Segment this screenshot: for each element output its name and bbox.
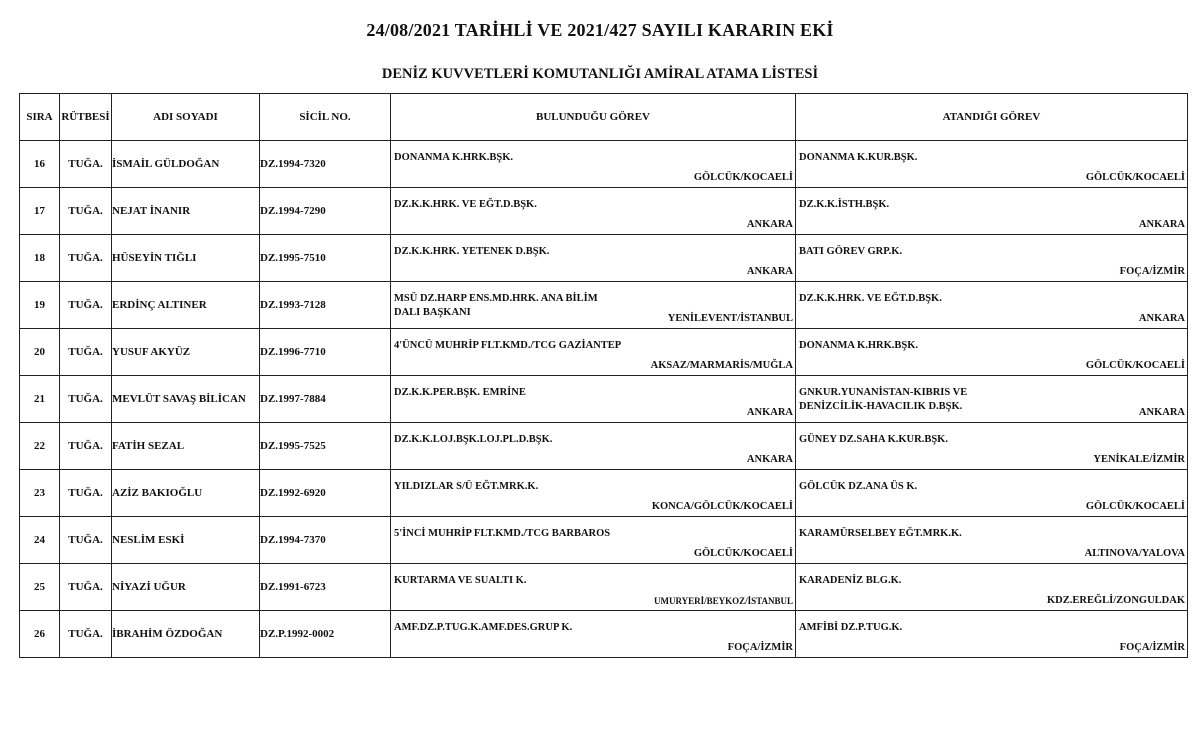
column-header-sira: SIRA <box>20 94 60 141</box>
assigned-duty-line: DENİZCİLİK-HAVACILIK D.BŞK. <box>799 401 963 412</box>
table-row <box>20 282 1188 329</box>
table-row <box>20 376 1188 423</box>
assigned-duty-cell <box>796 423 1188 470</box>
column-header-adi-soyadi: ADI SOYADI <box>112 94 260 141</box>
assigned-duty-location: GÖLCÜK/KOCAELİ <box>1085 172 1185 183</box>
row-rank: TUĞA. <box>60 423 112 470</box>
current-duty-title <box>394 574 526 588</box>
table-row <box>20 611 1188 658</box>
current-duty-location: ANKARA <box>746 454 793 465</box>
current-duty-cell <box>391 376 796 423</box>
assigned-duty-line: AMFİBİ DZ.P.TUG.K. <box>799 622 903 633</box>
assigned-duty-line: GÜNEY DZ.SAHA K.KUR.BŞK. <box>799 434 948 445</box>
row-number: 19 <box>20 282 60 329</box>
assigned-duty-title <box>799 621 902 635</box>
current-duty-title <box>394 292 598 320</box>
row-rank: TUĞA. <box>60 282 112 329</box>
current-duty-title <box>394 151 513 165</box>
row-registry-no: DZ.1994-7320 <box>260 141 391 188</box>
current-duty-line: AMF.DZ.P.TUG.K.AMF.DES.GRUP K. <box>394 622 573 633</box>
current-duty-title <box>394 621 572 635</box>
assigned-duty-location: ANKARA <box>1138 313 1185 324</box>
assigned-duty-line: KARAMÜRSELBEY EĞT.MRK.K. <box>799 528 962 539</box>
assigned-duty-title <box>799 480 917 494</box>
current-duty-location: ANKARA <box>746 407 793 418</box>
assigned-duty-location: ANKARA <box>1138 219 1185 230</box>
row-number: 26 <box>20 611 60 658</box>
assigned-duty-line: DONANMA K.HRK.BŞK. <box>799 340 919 351</box>
current-duty-line: DALI BAŞKANI <box>394 307 471 318</box>
row-number: 22 <box>20 423 60 470</box>
row-registry-no: DZ.1994-7290 <box>260 188 391 235</box>
row-registry-no: DZ.1991-6723 <box>260 564 391 611</box>
current-duty-line: 5'İNCİ MUHRİP FLT.KMD./TCG BARBAROS <box>394 528 611 539</box>
table-row <box>20 188 1188 235</box>
assigned-duty-title <box>799 292 942 306</box>
row-number: 25 <box>20 564 60 611</box>
row-number: 20 <box>20 329 60 376</box>
row-rank: TUĞA. <box>60 470 112 517</box>
current-duty-line: DZ.K.K.HRK. VE EĞT.D.BŞK. <box>394 199 537 210</box>
row-number: 16 <box>20 141 60 188</box>
row-rank: TUĞA. <box>60 188 112 235</box>
row-registry-no: DZ.P.1992-0002 <box>260 611 391 658</box>
table-header-row <box>20 94 1188 141</box>
assigned-duty-cell <box>796 517 1188 564</box>
column-header-sicil-no: SİCİL NO. <box>260 94 391 141</box>
document-title: 24/08/2021 TARİHLİ VE 2021/427 SAYILI KARARIN EKİ <box>366 20 834 40</box>
assigned-duty-line: GÖLCÜK DZ.ANA ÜS K. <box>799 481 918 492</box>
current-duty-cell <box>391 282 796 329</box>
row-full-name: NİYAZİ UĞUR <box>112 564 260 611</box>
row-full-name: FATİH SEZAL <box>112 423 260 470</box>
assigned-duty-title <box>799 386 967 414</box>
assigned-duty-cell <box>796 235 1188 282</box>
current-duty-location: ANKARA <box>746 266 793 277</box>
current-duty-cell <box>391 188 796 235</box>
row-registry-no: DZ.1995-7510 <box>260 235 391 282</box>
current-duty-line: KURTARMA VE SUALTI K. <box>394 575 527 586</box>
table-row <box>20 329 1188 376</box>
row-rank: TUĞA. <box>60 611 112 658</box>
table-row <box>20 517 1188 564</box>
row-full-name: NEJAT İNANIR <box>112 188 260 235</box>
assigned-duty-cell <box>796 470 1188 517</box>
assigned-duty-cell <box>796 188 1188 235</box>
assigned-duty-title <box>799 574 901 588</box>
assignment-table <box>19 93 1188 658</box>
assigned-duty-line: GNKUR.YUNANİSTAN-KIBRIS VE <box>799 387 968 398</box>
row-full-name: İSMAİL GÜLDOĞAN <box>112 141 260 188</box>
current-duty-line: DZ.K.K.LOJ.BŞK.LOJ.PL.D.BŞK. <box>394 434 553 445</box>
document-subtitle: DENİZ KUVVETLERİ KOMUTANLIĞI AMİRAL ATAMA LİSTESİ <box>381 66 819 82</box>
current-duty-location: FOÇA/İZMİR <box>727 642 793 653</box>
row-rank: TUĞA. <box>60 141 112 188</box>
row-number: 23 <box>20 470 60 517</box>
row-registry-no: DZ.1996-7710 <box>260 329 391 376</box>
assigned-duty-cell <box>796 141 1188 188</box>
assigned-duty-title <box>799 245 902 259</box>
assigned-duty-line: BATI GÖREV GRP.K. <box>799 246 903 257</box>
column-header-bulundugu-gorev: BULUNDUĞU GÖREV <box>391 94 796 141</box>
assigned-duty-location: GÖLCÜK/KOCAELİ <box>1085 501 1185 512</box>
row-registry-no: DZ.1994-7370 <box>260 517 391 564</box>
current-duty-cell <box>391 423 796 470</box>
assigned-duty-cell <box>796 376 1188 423</box>
assigned-duty-cell <box>796 611 1188 658</box>
current-duty-cell <box>391 611 796 658</box>
assigned-duty-line: DZ.K.K.İSTH.BŞK. <box>799 199 890 210</box>
table-body <box>20 141 1188 658</box>
row-rank: TUĞA. <box>60 329 112 376</box>
row-full-name: MEVLÜT SAVAŞ BİLİCAN <box>112 376 260 423</box>
current-duty-title <box>394 433 552 447</box>
table-row <box>20 141 1188 188</box>
row-full-name: HÜSEYİN TIĞLI <box>112 235 260 282</box>
assigned-duty-location: ALTINOVA/YALOVA <box>1084 548 1185 559</box>
current-duty-cell <box>391 517 796 564</box>
row-registry-no: DZ.1997-7884 <box>260 376 391 423</box>
assigned-duty-location: GÖLCÜK/KOCAELİ <box>1085 360 1185 371</box>
assigned-duty-title <box>799 151 917 165</box>
row-full-name: İBRAHİM ÖZDOĞAN <box>112 611 260 658</box>
current-duty-cell <box>391 470 796 517</box>
table-row <box>20 423 1188 470</box>
current-duty-cell <box>391 329 796 376</box>
assigned-duty-title <box>799 527 962 541</box>
assigned-duty-cell <box>796 564 1188 611</box>
row-number: 24 <box>20 517 60 564</box>
row-registry-no: DZ.1995-7525 <box>260 423 391 470</box>
row-full-name: ERDİNÇ ALTINER <box>112 282 260 329</box>
row-rank: TUĞA. <box>60 235 112 282</box>
current-duty-title <box>394 527 610 541</box>
row-rank: TUĞA. <box>60 564 112 611</box>
row-full-name: AZİZ BAKIOĞLU <box>112 470 260 517</box>
row-number: 17 <box>20 188 60 235</box>
current-duty-line: DONANMA K.HRK.BŞK. <box>394 152 514 163</box>
current-duty-location: KONCA/GÖLCÜK/KOCAELİ <box>651 501 793 512</box>
row-registry-no: DZ.1992-6920 <box>260 470 391 517</box>
current-duty-location: AKSAZ/MARMARİS/MUĞLA <box>650 360 793 371</box>
current-duty-title <box>394 198 537 212</box>
current-duty-cell <box>391 564 796 611</box>
current-duty-title <box>394 339 621 353</box>
row-number: 21 <box>20 376 60 423</box>
row-rank: TUĞA. <box>60 376 112 423</box>
current-duty-location: ANKARA <box>746 219 793 230</box>
current-duty-cell <box>391 141 796 188</box>
assigned-duty-line: KARADENİZ BLG.K. <box>799 575 902 586</box>
column-header-atandigi-gorev: ATANDIĞI GÖREV <box>796 94 1188 141</box>
current-duty-line: DZ.K.K.PER.BŞK. EMRİNE <box>394 387 526 398</box>
current-duty-location: GÖLCÜK/KOCAELİ <box>693 172 793 183</box>
assigned-duty-location: ANKARA <box>1138 407 1185 418</box>
assigned-duty-cell <box>796 329 1188 376</box>
current-duty-line: MSÜ DZ.HARP ENS.MD.HRK. ANA BİLİM <box>394 293 598 304</box>
assigned-duty-location: FOÇA/İZMİR <box>1119 642 1185 653</box>
assigned-duty-title <box>799 198 889 212</box>
row-registry-no: DZ.1993-7128 <box>260 282 391 329</box>
current-duty-line: DZ.K.K.HRK. YETENEK D.BŞK. <box>394 246 550 257</box>
row-full-name: YUSUF AKYÜZ <box>112 329 260 376</box>
current-duty-line: 4'ÜNCÜ MUHRİP FLT.KMD./TCG GAZİANTEP <box>394 340 622 351</box>
column-header-rutbesi: RÜTBESİ <box>60 94 112 141</box>
assigned-duty-location: YENİKALE/İZMİR <box>1093 454 1185 465</box>
row-number: 18 <box>20 235 60 282</box>
assigned-duty-cell <box>796 282 1188 329</box>
row-rank: TUĞA. <box>60 517 112 564</box>
assigned-duty-location: FOÇA/İZMİR <box>1119 266 1185 277</box>
table-row <box>20 235 1188 282</box>
current-duty-location: YENİLEVENT/İSTANBUL <box>667 313 793 324</box>
current-duty-line: YILDIZLAR S/Ü EĞT.MRK.K. <box>394 481 539 492</box>
assigned-duty-location: KDZ.EREĞLİ/ZONGULDAK <box>1047 595 1185 606</box>
current-duty-location: GÖLCÜK/KOCAELİ <box>693 548 793 559</box>
current-duty-title <box>394 480 538 494</box>
row-full-name: NESLİM ESKİ <box>112 517 260 564</box>
current-duty-title <box>394 386 526 400</box>
assigned-duty-title <box>799 433 948 447</box>
current-duty-location: UMURYERİ/BEYKOZ/İSTANBUL <box>653 596 793 606</box>
table-row <box>20 470 1188 517</box>
table-row <box>20 564 1188 611</box>
assigned-duty-line: DZ.K.K.HRK. VE EĞT.D.BŞK. <box>799 293 942 304</box>
current-duty-title <box>394 245 549 259</box>
current-duty-cell <box>391 235 796 282</box>
assigned-duty-title <box>799 339 918 353</box>
assigned-duty-line: DONANMA K.KUR.BŞK. <box>799 152 918 163</box>
